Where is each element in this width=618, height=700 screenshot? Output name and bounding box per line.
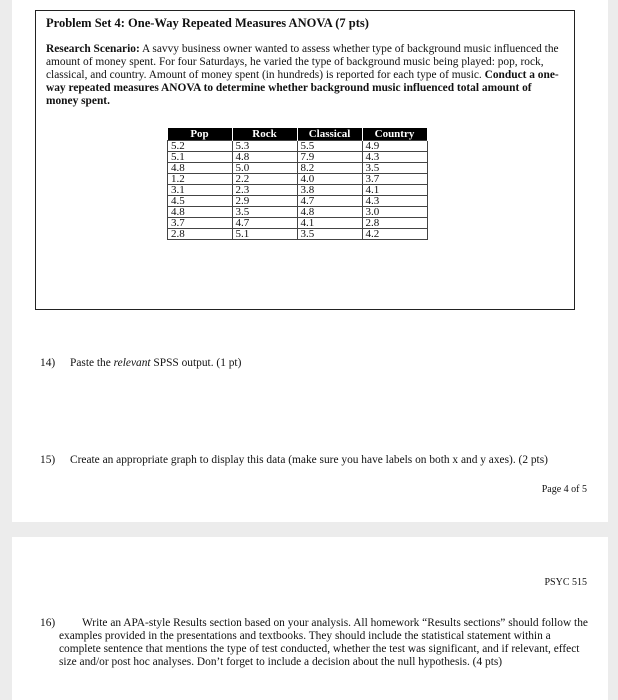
table-cell: 3.8 [297,185,362,196]
table-cell: 5.1 [232,229,297,240]
music-spending-table [167,128,428,240]
question-16-text: Write an APA-style Results section based on your analysis. All homework “Results sections” should follow the examples provided in the presentations and textbooks. They should include the statistical statement within a complete sentence that mentions the type of test conducted, whether the test was significant, and if relevant, effect size and/or post hoc analyses. Don’t forget to include a decision about the null hypothesis. (4 pts) [59,617,588,668]
course-header: PSYC 515 [544,577,587,588]
table-cell: 4.3 [362,152,427,163]
question-15-text: Create an appropriate graph to display this data (make sure you have labels on both x and y axes). (2 pts) [70,454,548,466]
table-row [168,218,428,229]
table-cell: 4.1 [362,185,427,196]
table-cell: 8.2 [297,163,362,174]
question-14-number: 14) [40,357,56,369]
table-row [168,196,428,207]
question-15 [40,454,548,467]
column-header-classical: Classical [297,128,362,141]
scenario-text: A savvy business owner wanted to assess whether type of background music influenced the amount of money spent. For four Saturdays, he varied the type of background music being played: pop, rock, classical, and country. Amount of money spent (in hundreds) is reported for each type of music. [46,43,559,81]
question-16-number: 16) [40,617,56,629]
table-cell: 4.3 [362,196,427,207]
table-header-row [168,128,428,141]
table-cell: 2.8 [168,229,233,240]
problem-set-box [35,10,575,310]
question-15-number: 15) [40,454,56,466]
table-cell: 4.2 [362,229,427,240]
table-cell: 2.8 [362,218,427,229]
page-number: Page 4 of 5 [541,484,587,495]
page-4 [12,0,608,522]
table-row [168,152,428,163]
table-cell: 4.8 [168,163,233,174]
table-row [168,207,428,218]
column-header-rock: Rock [232,128,297,141]
table-row [168,229,428,240]
table-cell: 4.1 [297,218,362,229]
scenario-label: Research Scenario: [46,43,140,55]
table-cell: 5.1 [168,152,233,163]
table-cell: 3.0 [362,207,427,218]
table-cell: 1.2 [168,174,233,185]
table-cell: 3.5 [232,207,297,218]
table-cell: 4.7 [232,218,297,229]
table-cell: 5.2 [168,141,233,152]
table-cell: 5.3 [232,141,297,152]
table-cell: 7.9 [297,152,362,163]
table-cell: 3.7 [168,218,233,229]
column-header-pop: Pop [168,128,233,141]
question-14-text-start: Paste the [70,357,114,369]
table-cell: 4.8 [297,207,362,218]
table-cell: 3.5 [362,163,427,174]
table-cell: 3.7 [362,174,427,185]
table-cell: 4.8 [232,152,297,163]
question-14 [40,357,241,370]
question-16 [40,617,590,669]
table-cell: 4.7 [297,196,362,207]
question-14-text-end: SPSS output. (1 pt) [150,357,242,369]
scenario-instruction: Conduct a one-way repeated measures ANOVA to determine whether background music influenced total amount of money spent. [46,69,559,107]
table-cell: 4.0 [297,174,362,185]
table-row [168,174,428,185]
page-5 [12,537,608,700]
column-header-country: Country [362,128,427,141]
table-cell: 5.5 [297,141,362,152]
question-14-emphasis: relevant [113,357,151,369]
table-cell: 4.5 [168,196,233,207]
table-cell: 3.5 [297,229,362,240]
problem-set-title: Problem Set 4: One-Way Repeated Measures ANOVA (7 pts) [46,16,369,30]
table-row [168,163,428,174]
table-cell: 2.9 [232,196,297,207]
table-cell: 4.8 [168,207,233,218]
research-scenario [46,43,561,108]
table-cell: 2.2 [232,174,297,185]
table-cell: 2.3 [232,185,297,196]
table-row [168,141,428,152]
table-row [168,185,428,196]
table-cell: 4.9 [362,141,427,152]
table-cell: 5.0 [232,163,297,174]
table-cell: 3.1 [168,185,233,196]
